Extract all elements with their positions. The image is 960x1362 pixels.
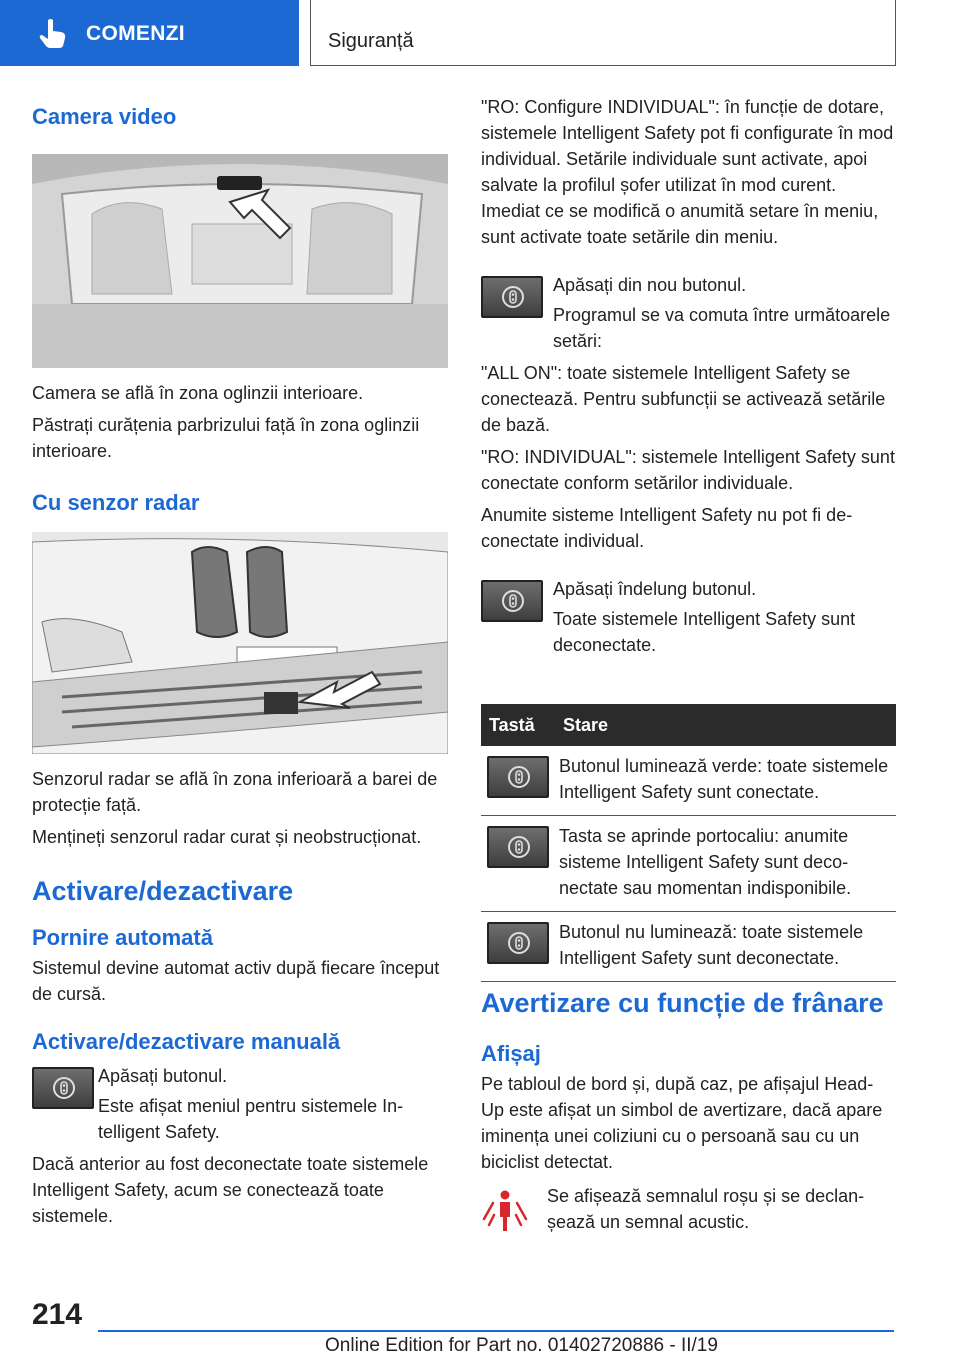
footer-divider [98,1330,894,1332]
warning-signal-text: Se afișează semnalul roșu și se declanșează un semnal acustic. [547,1186,865,1232]
safety-button-off-icon [487,922,549,964]
configure-individual-text: "RO: Configure INDIVIDUAL": în funcție de dotare, sistemele Intelligent Safety pot fi configurate în mod individual. Setările individuale sunt activate, apoi salvate la profilul șofer utilizat în mod curent. Imediat ce se modifică o anumită setare în meniu, sunt activate toate setările din meniu. [481,97,894,247]
manual-press-text: Apăsați butonul. [98,1066,228,1086]
safety-button-symbol-icon [52,1076,76,1100]
long-press-block [481,576,896,658]
safety-button-symbol-icon [507,931,531,955]
hand-pointer-icon [36,16,70,50]
radar-clean-text: Mențineți senzorul radar curat și neobstrucționat. [32,827,422,847]
safety-button-green-icon [487,756,549,798]
radar-heading: Cu senzor radar [32,490,200,515]
camera-heading: Camera video [32,104,177,129]
radar-location-text: Senzorul radar se află în zona inferioară a barei de protecție față. [32,769,438,815]
intelligent-safety-button-icon [481,276,543,318]
section-tab-label: COMENZI [86,22,185,45]
table-row [481,912,896,982]
activation-heading: Activare/dezactivare [32,876,294,906]
manual-press-block [32,1063,448,1145]
intelligent-safety-button-icon [481,580,543,622]
all-on-text: "ALL ON": toate sistemele Intelligent Safety se conectează. Pentru subfuncții se activează setările de bază. [481,363,886,435]
brake-warning-section [481,988,896,1235]
pedestrian-warning-icon [481,1189,529,1235]
section-title: Siguranță [328,30,414,52]
all-disconnected-text: Toate sistemele Intelligent Safety sunt deconectate. [553,609,856,655]
safety-button-symbol-icon [507,765,531,789]
car-front-illustration [32,532,448,754]
manual-heading: Activare/dezactivare manuală [32,1029,341,1054]
manual-reconnect-text: Dacă anterior au fost deconectate toate sistemele Intelligent Safety, acum se conectează toate sistemele. [32,1154,429,1226]
table-header-row [481,704,896,746]
press-again-text: Apăsați din nou butonul. [553,275,747,295]
right-column [481,97,896,658]
display-heading: Afișaj [481,1041,541,1066]
display-text: Pe tabloul de bord și, după caz, pe afișajul Head-Up este afișat un simbol de avertizare, dacă apare iminența unei coliziuni cu o persoană sau cu un biciclist detectat. [481,1074,883,1172]
camera-clean-text: Păstrați curățenia parbrizului față în zona oglinzii interioare. [32,415,420,461]
brake-warning-heading: Avertizare cu funcție de frânare [481,988,884,1018]
section-tab[interactable] [0,0,299,66]
manual-menu-text: Este afișat meniul pentru sistemele Intelligent Safety. [98,1096,404,1142]
radar-figure [32,532,448,754]
page-number: 214 [32,1298,83,1331]
table-cell-state: Butonul luminează verde: toate sistemele Intelligent Safety sunt conectate. [555,746,896,816]
section-header [310,0,896,66]
left-column [32,100,448,1229]
table-header-state: Stare [555,704,896,746]
camera-figure [32,154,448,368]
toggle-settings-text: Programul se va comuta între următoarele setări: [553,305,891,351]
safety-button-orange-icon [487,826,549,868]
button-state-table [481,704,896,982]
ro-individual-text: "RO: INDIVIDUAL": sistemele Intelligent Safety sunt conectate conform setărilor individuale. [481,447,895,493]
warning-block [481,1183,896,1235]
safety-button-symbol-icon [507,835,531,859]
table-row [481,746,896,816]
table-cell-state: Tasta se aprinde portocaliu: anumite sisteme Intelligent Safety sunt deconectate sau momentan indisponibile. [555,816,896,912]
car-interior-illustration [32,154,448,368]
long-press-text: Apăsați îndelung butonul. [553,579,757,599]
table-header-key: Tastă [481,704,555,746]
table-cell-state: Butonul nu luminează: toate sistemele Intelligent Safety sunt deconectate. [555,912,896,982]
auto-start-heading: Pornire automată [32,925,213,950]
some-systems-text: Anumite sisteme Intelligent Safety nu pot fi deconectate individual. [481,505,853,551]
safety-button-symbol-icon [501,285,525,309]
camera-location-text: Camera se află în zona oglinzii interioare. [32,383,364,403]
intelligent-safety-button-icon [32,1067,94,1109]
auto-start-text: Sistemul devine automat activ după fiecare început de cursă. [32,958,440,1004]
safety-button-symbol-icon [501,589,525,613]
table-row [481,816,896,912]
press-again-block [481,272,896,354]
edition-footer: Online Edition for Part no. 01402720886 - II/19 [325,1335,718,1356]
